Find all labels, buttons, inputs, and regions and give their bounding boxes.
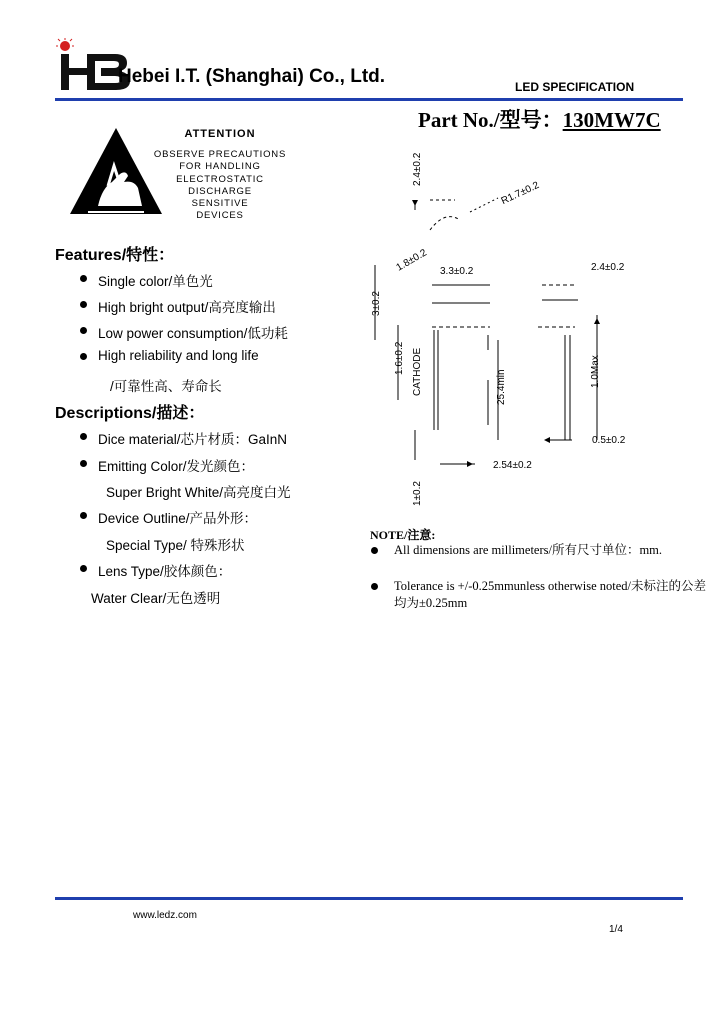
dim-3: 3±0.2 — [371, 291, 382, 316]
dim-3-3: 3.3±0.2 — [440, 266, 474, 277]
attention-line: ELECTROSTATIC — [176, 173, 264, 185]
part-label: Part No./型号： — [418, 108, 563, 132]
dim-1-8: 1.8±0.2 — [394, 247, 429, 274]
attention-line: FOR HANDLING — [179, 161, 261, 173]
feature-item: High reliability and long life — [98, 348, 259, 363]
dim-1-0: 1.0Max — [590, 355, 601, 388]
feature-item: Single color/单色光 — [98, 274, 213, 289]
note-item: Tolerance is +/-0.25mmunless otherwise noted/未标注的公差均为±0.25mm — [394, 579, 707, 610]
dim-lead-length: 25.4min — [496, 369, 507, 405]
company-name: Hebei I.T. (Shanghai) Co., Ltd. — [118, 66, 386, 87]
bullet-icon — [80, 327, 87, 334]
attention-title: ATTENTION — [184, 128, 256, 140]
dim-1-6: 1.6±0.2 — [394, 341, 405, 375]
bullet-icon — [371, 583, 378, 590]
descriptions-heading: Descriptions/描述： — [55, 405, 205, 422]
attention-text — [146, 149, 294, 223]
bullet-icon — [80, 512, 87, 519]
bullet-icon — [80, 301, 87, 308]
dim-top-height: 2.4±0.2 — [412, 152, 423, 186]
emitting-color-value: Super Bright White/高亮度白光 — [106, 485, 291, 500]
dim-2-4-right: 2.4±0.2 — [591, 262, 625, 273]
page-number: 1/4 — [609, 924, 623, 935]
device-outline-value: Special Type/ 特殊形状 — [106, 538, 245, 553]
note-item: All dimensions are millimeters/所有尺寸单位：mm. — [394, 543, 663, 557]
lens-type-value: Water Clear/无色透明 — [91, 591, 221, 606]
dim-1: 1±0.2 — [412, 481, 423, 506]
bullet-icon — [80, 460, 87, 467]
part-number: 130MW7C — [562, 108, 661, 132]
bullet-icon — [80, 353, 87, 360]
dim-radius: R1.7±0.2 — [499, 179, 541, 208]
header-rule — [55, 98, 683, 101]
dim-2-54: 2.54±0.2 — [493, 460, 532, 471]
part-number-line — [418, 104, 661, 134]
emitting-color: Emitting Color/发光颜色： — [98, 459, 255, 474]
attention-line: SENSITIVE — [191, 198, 249, 210]
dim-0-5: 0.5±0.2 — [592, 435, 626, 446]
features-heading: Features/特性： — [55, 247, 175, 264]
cathode-label: CATHODE — [412, 347, 423, 396]
feature-item: Low power consumption/低功耗 — [98, 326, 288, 341]
attention-line: DISCHARGE — [188, 185, 252, 197]
note-heading: NOTE/注意: — [370, 528, 436, 542]
attention-line: DEVICES — [196, 210, 244, 222]
bullet-icon — [371, 547, 378, 554]
spec-label: LED SPECIFICATION — [515, 80, 635, 94]
bullet-icon — [80, 275, 87, 282]
bullet-icon — [80, 565, 87, 572]
attention-line: OBSERVE PRECAUTIONS — [153, 149, 287, 160]
lens-type: Lens Type/胶体颜色： — [98, 564, 232, 579]
device-outline: Device Outline/产品外形： — [98, 511, 258, 526]
website-link[interactable]: www.ledz.com — [133, 910, 197, 921]
dice-material: Dice material/芯片材质：GaInN — [98, 432, 288, 447]
feature-item: High bright output/高亮度输出 — [98, 300, 276, 315]
bullet-icon — [80, 433, 87, 440]
footer-rule — [55, 897, 683, 900]
feature-item-continuation: /可靠性高、寿命长 — [110, 379, 222, 394]
